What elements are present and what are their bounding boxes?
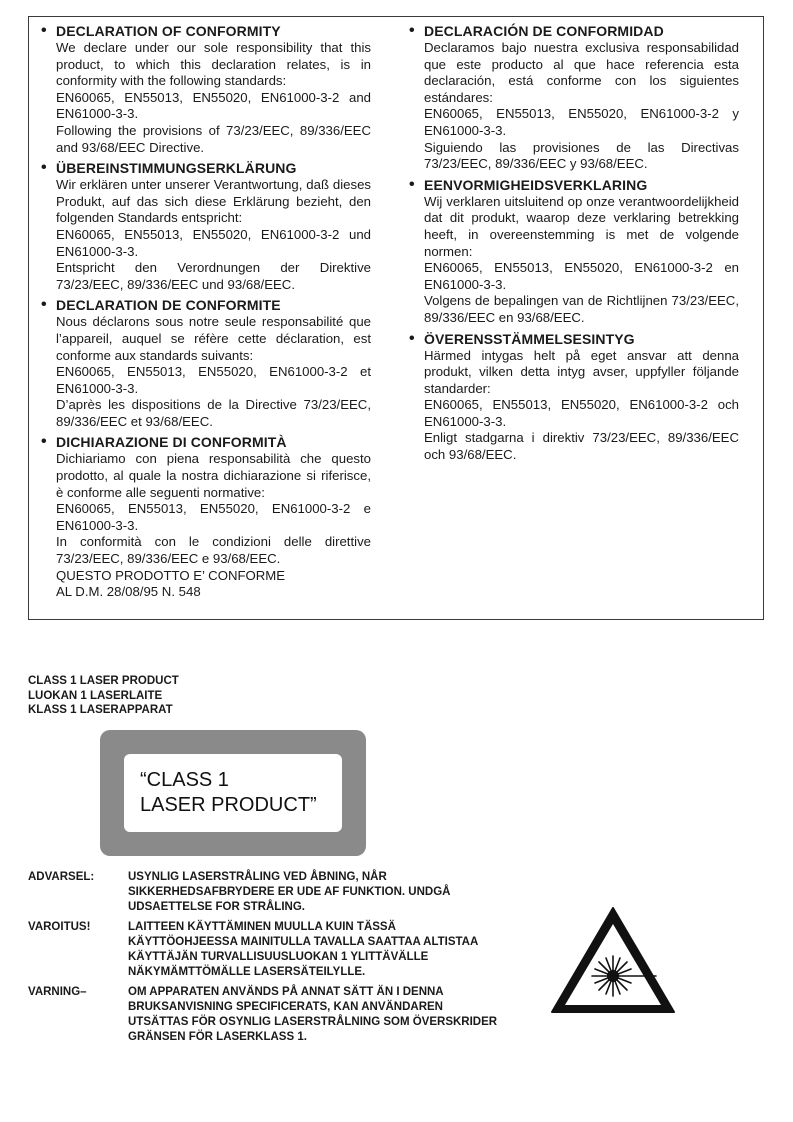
section-text: Dichiariamo con piena responsabilità che questo prodotto, al quale la nostra dichiarazione si riferisce, è conforme alle seguenti normative: xyxy=(56,451,371,500)
section-title: • ÖVERENSSTÄMMELSESINTYG xyxy=(424,330,635,347)
section-directive: Volgens de bepalingen van de Richtlijnen 73/23/EEC, 89/336/EEC en 93/68/EEC. xyxy=(424,293,739,325)
section-directive: Following the provisions of 73/23/EEC, 89/336/EEC and 93/68/EEC Directive. xyxy=(56,122,371,155)
warning-da xyxy=(28,870,508,915)
declaration-en xyxy=(41,23,371,156)
section-standards: EN60065, EN55013, EN55020, EN61000-3-2 und EN61000-3-3. xyxy=(56,226,371,259)
declaration-nl xyxy=(409,177,739,327)
section-standards: EN60065, EN55013, EN55020, EN61000-3-2 y EN61000-3-3. xyxy=(424,106,739,138)
warning-sv xyxy=(28,985,508,1045)
section-title: • DECLARATION OF CONFORMITY xyxy=(56,23,281,39)
warning-text: OM APPARATEN ANVÄNDS PÅ ANNAT SÄTT ÄN I DENNA BRUKSANVISNING SPECIFICERATS, KAN ANVÄNDAREN UTSÄTTAS FÖR OSYNLIG LASERSTRÅLNING SOM ÖVERSKRIDER GRÄNSEN FÖR LASERKLASS 1. xyxy=(128,986,498,1043)
section-title: • DECLARACIÓN DE CONFORMIDAD xyxy=(424,23,664,39)
declaration-box xyxy=(28,16,764,620)
section-directive: Siguiendo las provisiones de las Directivas 73/23/EEC, 89/336/EEC y 93/68/EEC. xyxy=(424,139,739,172)
declaration-it xyxy=(41,434,371,600)
declaration-column-right xyxy=(409,23,739,468)
declaration-de xyxy=(41,160,371,293)
warning-fi xyxy=(28,920,508,980)
declaration-es xyxy=(409,23,739,173)
section-directive: Entspricht den Verordnungen der Direktive 73/23/EEC, 89/336/EEC und 93/68/EEC. xyxy=(56,260,371,292)
section-text: Declaramos bajo nuestra exclusiva responsabilidad que este producto al que hace referencia esta declaración, está conforme con los siguientes estándares: xyxy=(424,40,739,105)
section-directive: Enligt stadgarna i direktiv 73/23/EEC, 89/336/EEC och 93/68/EEC. xyxy=(424,430,739,463)
section-text: Wir erklären unter unserer Verantwortung, daß dieses Produkt, auf das sich diese Erklärung bezieht, den folgenden Standards entspricht: xyxy=(56,177,371,226)
section-title: • DICHIARAZIONE DI CONFORMITÀ xyxy=(56,434,287,451)
section-text: We declare under our sole responsibility that this product, to which this declaration relates, is in conformity with the following standards: xyxy=(56,40,371,89)
warning-text: LAITTEEN KÄYTTÄMINEN MUULLA KUIN TÄSSÄ KÄYTTÖOHJEESSA MAINITULLA TAVALLA SAATTAA ALTISTAA KÄYTTÄJÄN TURVALLISUUSLUOKAN 1 YLITTÄVÄLLE NÄKYMÄMTTÖMÄLLE LASERSÄTEILYLLE. xyxy=(128,921,478,978)
section-standards: EN60065, EN55013, EN55020, EN61000-3-2 et EN61000-3-3. xyxy=(56,364,371,396)
section-standards: EN60065, EN55013, EN55020, EN61000-3-2 e EN61000-3-3. xyxy=(56,501,371,533)
label-line-2: LASER PRODUCT” xyxy=(140,794,317,816)
section-directive: In conformità con le condizioni delle direttive 73/23/EEC, 89/336/EEC e 93/68/EEC. xyxy=(56,534,371,567)
laser-label-inner xyxy=(124,754,342,832)
declaration-sv xyxy=(409,331,739,464)
section-text: Nous déclarons sous notre seule responsabilité que l’appareil, auquel se réfère cette déclaration, est conforme aux standards suivants: xyxy=(56,314,371,363)
declaration-fr xyxy=(41,297,371,430)
section-title: • EENVORMIGHEIDSVERKLARING xyxy=(424,176,648,193)
label-line-1: “CLASS 1 xyxy=(140,769,229,791)
section-title: • ÜBEREINSTIMMUNGSERKLÄRUNG xyxy=(56,160,297,177)
laser-hazard-icon xyxy=(548,904,678,1016)
laser-label-plate xyxy=(100,730,366,856)
class-label-fi: LUOKAN 1 LASERLAITE xyxy=(28,689,163,702)
warning-label: ADVARSEL: xyxy=(28,871,95,883)
laser-warnings xyxy=(28,870,508,1050)
section-dm: AL D.M. 28/08/95 N. 548 xyxy=(56,584,201,600)
section-standards: EN60065, EN55013, EN55020, EN61000-3-2 och EN61000-3-3. xyxy=(424,397,739,429)
section-text: Wij verklaren uitsluitend op onze verantwoordelijkheid dat dit produkt, waarop deze verklaring betrekking heeft, in overeenstemming is met de volgende normen: xyxy=(424,193,739,259)
warning-text: USYNLIG LASERSTRÅLING VED ÅBNING, NÅR SIKKERHEDSAFBRYDERE ER UDE AF FUNKTION. UNDGÅ UDSAETTELSE FOR STRÅLING. xyxy=(128,871,451,913)
section-standards: EN60065, EN55013, EN55020, EN61000-3-2 and EN61000-3-3. xyxy=(56,89,371,122)
section-directive: D’après les dispositions de la Directive 73/23/EEC, 89/336/EEC et 93/68/EEC. xyxy=(56,397,371,429)
section-conforme: QUESTO PRODOTTO E’ CONFORME xyxy=(56,567,286,583)
section-text: Härmed intygas helt på eget ansvar att denna produkt, vilken detta intyg avser, uppfyller följande standarder: xyxy=(424,347,739,396)
section-standards: EN60065, EN55013, EN55020, EN61000-3-2 en EN61000-3-3. xyxy=(424,260,739,292)
section-title: • DECLARATION DE CONFORMITE xyxy=(56,297,281,314)
declaration-column-left xyxy=(41,23,371,605)
warning-label: VARNING– xyxy=(28,986,87,998)
class-label-sv: KLASS 1 LASERAPPARAT xyxy=(28,704,173,716)
class-label-en: CLASS 1 LASER PRODUCT xyxy=(28,675,179,687)
warning-label: VAROITUS! xyxy=(28,921,91,933)
class-labels xyxy=(28,674,179,718)
